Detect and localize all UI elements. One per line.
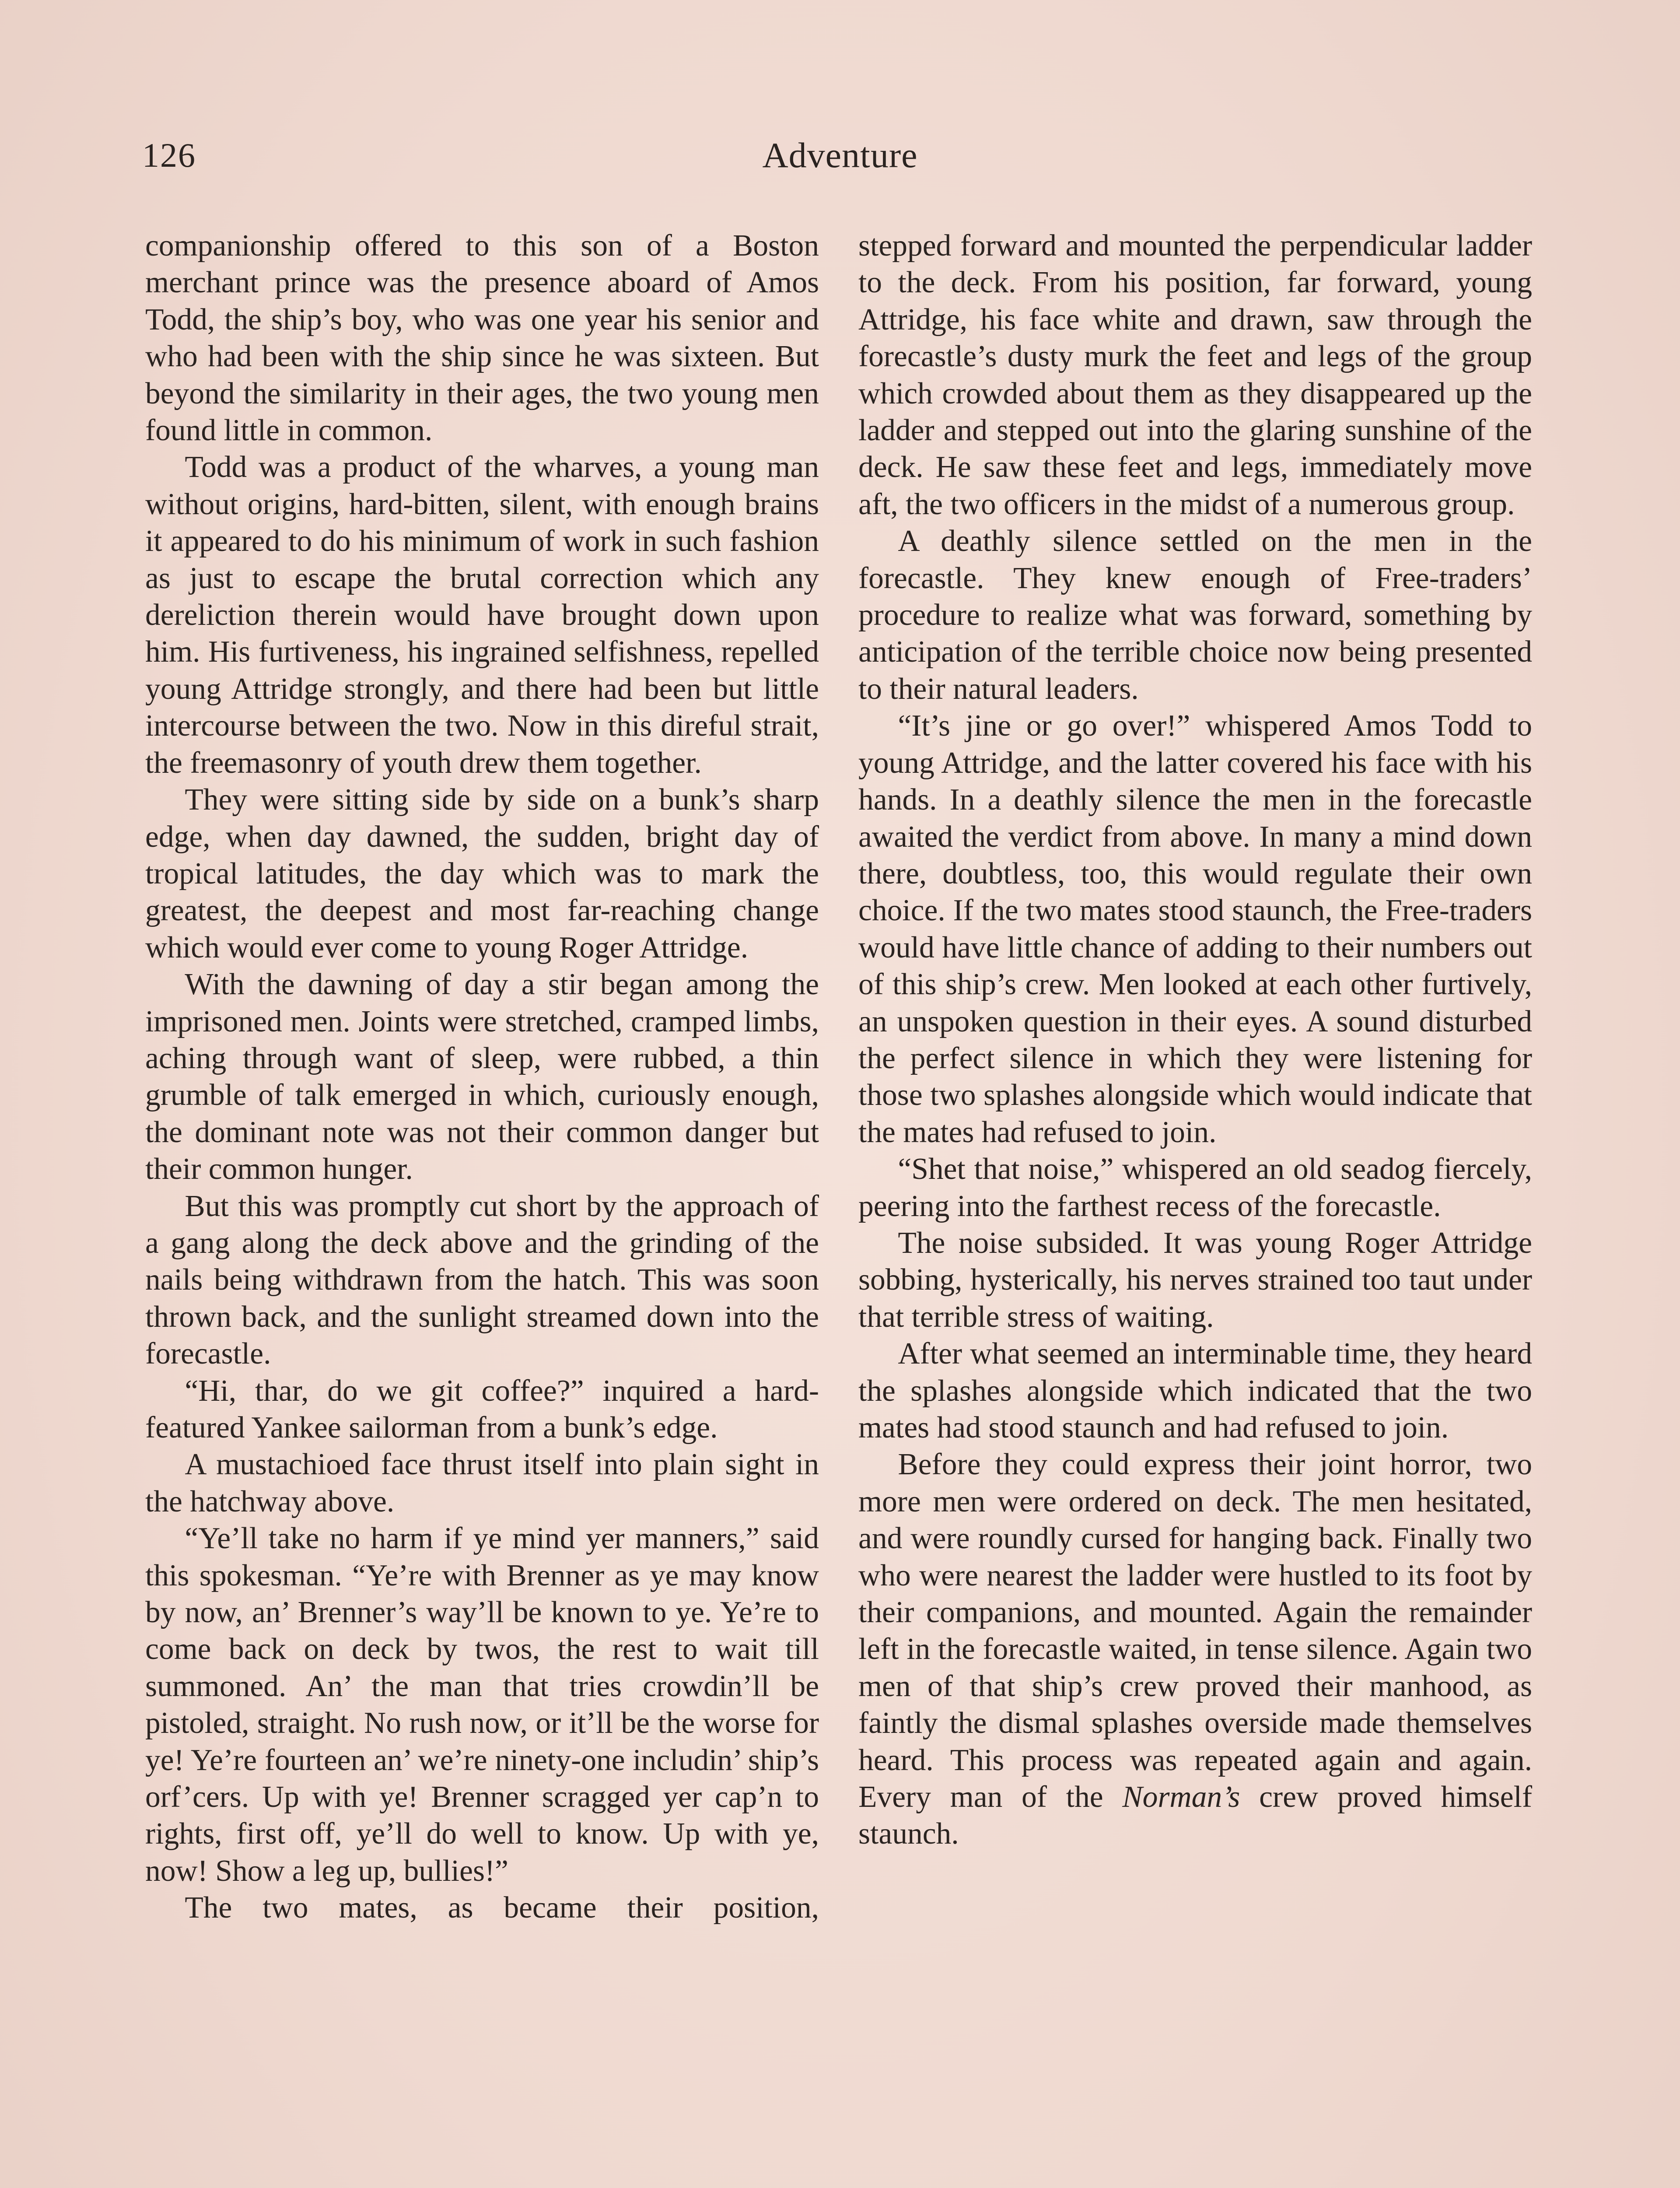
- paragraph: With the dawning of day a stir began among the imprisoned men. Joints were stretched, cramped limbs, aching through want of sleep, were rubbed, a thin grumble of talk emerged in which, curiously enough, the dominant note was not their common danger but their common hunger.: [145, 968, 819, 1186]
- paragraph: A deathly silence settled on the men in the forecastle. They knew enough of Free-traders’ procedure to realize what was forward, something by anticipation of the terrible choice now being presented to their natural leaders.: [858, 524, 1532, 706]
- page-number: 126: [142, 136, 196, 174]
- paragraph: “Ye’ll take no harm if ye mind yer manners,” said this spokesman. “Ye’re with Brenner as ye may know by now, an’ Brenner’s way’ll be known to ye. Ye’re to come back on deck by twos, the rest to wait till summoned. An’ the man that tries crowdin’ll be pistoled, straight. No rush now, or it’ll be the worse for ye! Ye’re fourteen an’ we’re ninety-one includin’ ship’s orf’cers. Up with ye! Brenner scragged yer cap’n to rights, first off, ye’ll do well to know. Up with ye, now! Show a leg up, bullies!”: [145, 1522, 819, 1888]
- paragraph: The noise subsided. It was young Roger Attridge sobbing, hysterically, his nerves strained too taut under that terrible stress of waiting.: [858, 1226, 1532, 1334]
- paragraph: stepped forward and mounted the perpendicular ladder to the deck. From his position, far forward, young Attridge, his face white and drawn, saw through the forecastle’s dusty murk the feet and legs of the group which crowded about them as they disappeared up the ladder and stepped out into the glaring sunshine of the deck. He saw these feet and legs, immediately move aft, the two officers in the midst of a numerous group.: [858, 229, 1532, 521]
- paragraph: “Shet that noise,” whispered an old seadog fiercely, peering into the farthest recess of the forecastle.: [858, 1152, 1532, 1223]
- page-header: [142, 131, 1538, 179]
- paragraph: Todd was a product of the wharves, a young man without origins, hard-bitten, silent, with enough brains it appeared to do his minimum of work in such fashion as just to escape the brutal correction which any dereliction therein would have brought down upon him. His furtiveness, his ingrained selfishness, repelled young Attridge strongly, and there had been but little intercourse between the two. Now in this direful strait, the freemasonry of youth drew them together.: [145, 450, 819, 780]
- paragraph-tail: crew proved himself staunch.: [858, 1780, 1532, 1851]
- paragraph: [858, 1446, 1532, 1852]
- paragraph-text: Before they could express their joint horror, two more men were ordered on deck. The men hesitated, and were roundly cursed for hanging back. Finally two who were nearest the ladder were hustled to its foot by their companions, and mounted. Again the remainder left in the forecastle waited, in tense silence. Again two men of that ship’s crew proved their manhood, as faintly the dismal splashes overside made themselves heard. This process was repeated again and again. Every man of the: [858, 1448, 1532, 1814]
- paragraph: After what seemed an interminable time, they heard the splashes alongside which indicated that the two mates had stood staunch and had refused to join.: [858, 1337, 1532, 1445]
- paragraph: companionship offered to this son of a Boston merchant prince was the presence aboard of Amos Todd, the ship’s boy, who was one year his senior and who had been with the ship since he was sixteen. But beyond the similarity in their ages, the two young men found little in common.: [145, 229, 819, 448]
- running-title: Adventure: [762, 135, 918, 175]
- left-column: [145, 228, 819, 1927]
- paragraph: “It’s jine or go over!” whispered Amos Todd to young Attridge, and the latter covered his face with his hands. In a deathly silence the men in the forecastle awaited the verdict from above. In many a mind down there, doubtless, too, this would regulate their own choice. If the two mates stood staunch, the Free-traders would have little chance of adding to their numbers out of this ship’s crew. Men looked at each other furtively, an unspoken question in their eyes. A sound disturbed the perfect silence in which they were listening for those two splashes alongside which would indicate that the mates had refused to join.: [858, 709, 1532, 1149]
- paragraph: The two mates, as became their position,: [185, 1891, 819, 1925]
- paragraph: A mustachioed face thrust itself into plain sight in the hatchway above.: [145, 1448, 819, 1518]
- ship-name: Norman’s: [1122, 1780, 1240, 1814]
- right-column: [858, 228, 1532, 1853]
- paragraph: “Hi, thar, do we git coffee?” inquired a hard-featured Yankee sailorman from a bunk’s edge.: [145, 1374, 819, 1445]
- paragraph: They were sitting side by side on a bunk’s sharp edge, when day dawned, the sudden, bright day of tropical latitudes, the day which was to mark the greatest, the deepest and most far-reaching change which would ever come to young Roger Attridge.: [145, 783, 819, 964]
- paragraph: But this was promptly cut short by the approach of a gang along the deck above and the grinding of the nails being withdrawn from the hatch. This was soon thrown back, and the sunlight streamed down into the forecastle.: [145, 1189, 819, 1371]
